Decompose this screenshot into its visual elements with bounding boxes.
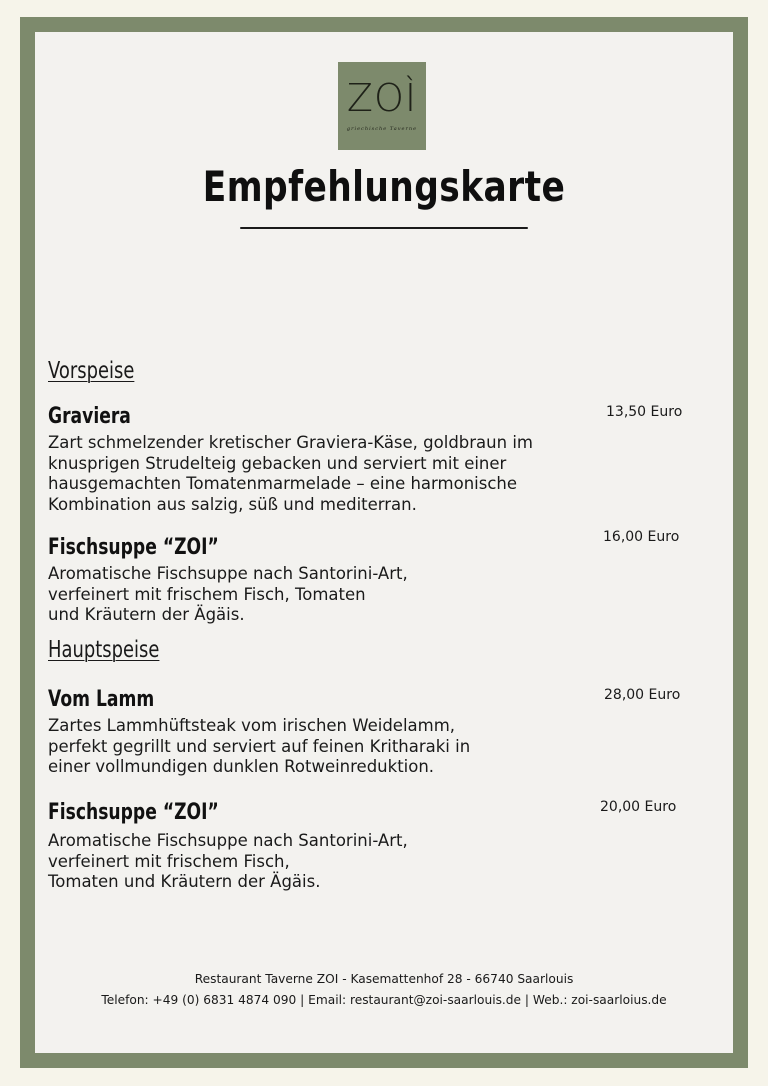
logo-wordmark: ZOÌ xyxy=(346,76,418,120)
description-line: Aromatische Fischsuppe nach Santorini-Art, xyxy=(48,831,408,850)
dish-name: Fischsuppe “ZOI” xyxy=(48,800,219,825)
description-line: und Kräutern der Ägäis. xyxy=(48,605,245,624)
title-underline xyxy=(240,227,528,229)
dish-description xyxy=(48,831,408,893)
description-line: Zart schmelzender kretischer Graviera-Käse, goldbraun im xyxy=(48,433,533,452)
description-line: Tomaten und Kräutern der Ägäis. xyxy=(48,872,321,891)
dish-name: Graviera xyxy=(48,404,131,429)
page-title: Empfehlungskarte xyxy=(202,162,566,211)
logo-subtitle: griechische Taverne xyxy=(346,126,418,132)
section-label-hauptspeise: Hauptspeise xyxy=(48,637,160,663)
dish-description xyxy=(48,716,470,778)
description-line: Aromatische Fischsuppe nach Santorini-Art, xyxy=(48,564,408,583)
footer-address: Restaurant Taverne ZOI - Kasemattenhof 28 - 66740 Saarlouis xyxy=(194,972,574,986)
description-line: Kombination aus salzig, süß und mediterran. xyxy=(48,494,417,514)
section-label-vorspeise: Vorspeise xyxy=(48,358,135,384)
restaurant-logo xyxy=(338,62,426,150)
description-line: Zartes Lammhüftsteak vom irischen Weidelamm, xyxy=(48,716,456,735)
dish-description xyxy=(48,564,408,626)
dish-price: 16,00 Euro xyxy=(603,529,680,545)
description-line: verfeinert mit frischem Fisch, Tomaten xyxy=(48,584,366,604)
description-line: einer vollmundigen dunklen Rotweinreduktion. xyxy=(48,757,435,776)
footer-contact: Telefon: +49 (0) 6831 4874 090 | Email: restaurant@zoi-saarlouis.de | Web.: zoi-saarloius.de xyxy=(101,993,667,1007)
description-line: hausgemachten Tomatenmarmelade – eine harmonische xyxy=(48,474,518,493)
dish-price: 13,50 Euro xyxy=(606,404,683,420)
description-line: verfeinert mit frischem Fisch, xyxy=(48,851,290,871)
description-line: perfekt gegrillt und serviert auf feinen Kritharaki in xyxy=(48,736,471,756)
dish-price: 28,00 Euro xyxy=(604,687,681,703)
description-line: knusprigen Strudelteig gebacken und serviert mit einer xyxy=(48,453,507,473)
dish-description xyxy=(48,433,533,515)
dish-name: Vom Lamm xyxy=(48,687,155,712)
dish-price: 20,00 Euro xyxy=(600,799,677,815)
menu-sheet xyxy=(35,32,733,1053)
dish-name: Fischsuppe “ZOI” xyxy=(48,535,219,560)
